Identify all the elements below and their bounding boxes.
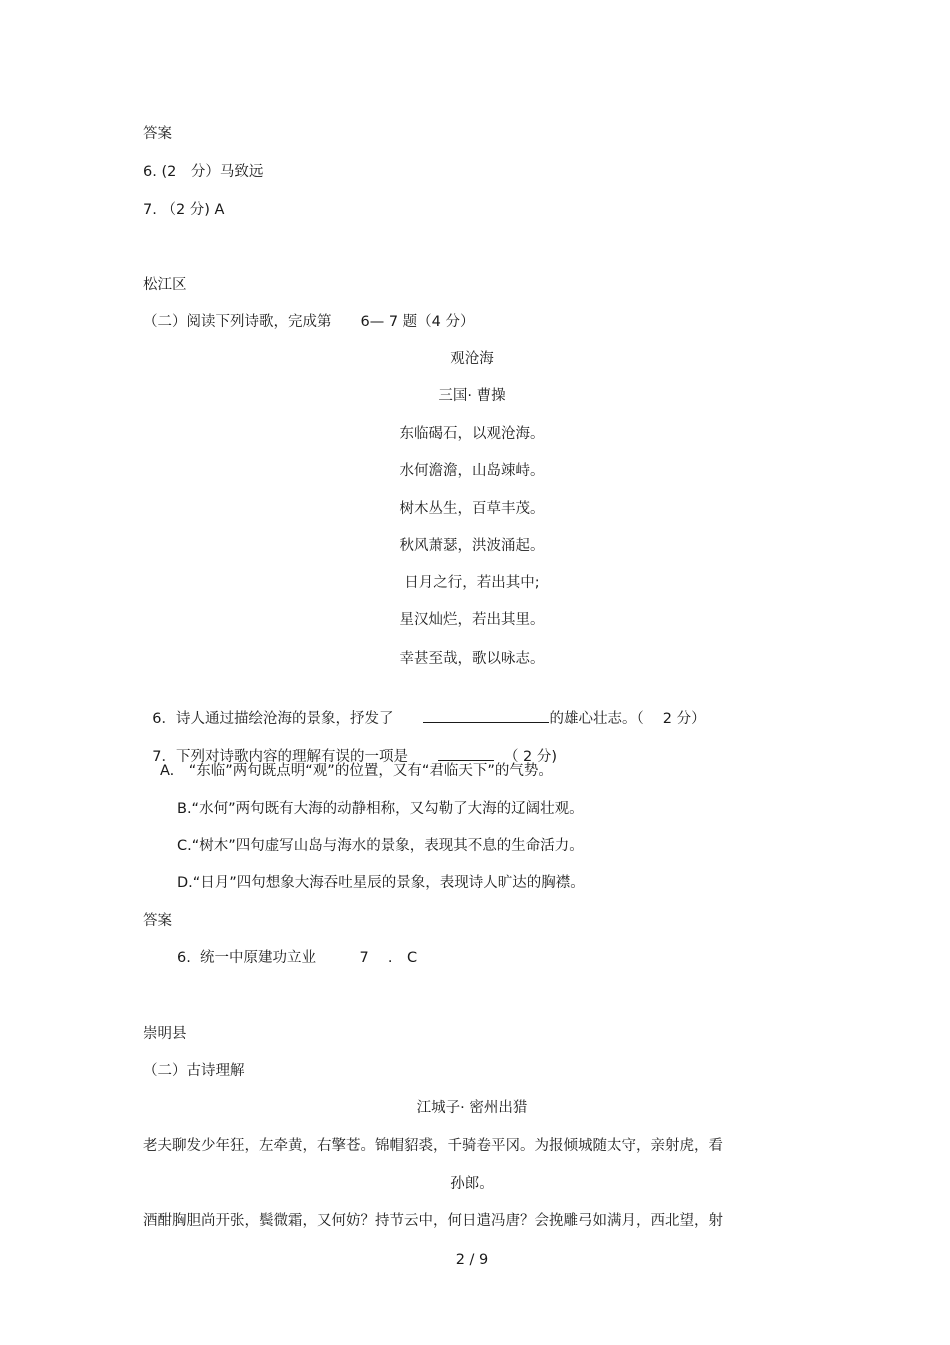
question-7-prefix: 7．下列对诗歌内容的理解有误的一项是 [152, 749, 408, 765]
answer-blank [438, 744, 494, 761]
answer-blank [423, 706, 549, 723]
poem-line: 日月之行，若出其中; [404, 575, 540, 591]
answer-6: 6. (2 分）马致远 [143, 164, 264, 180]
poem-line: 树木丛生，百草丰茂。 [399, 501, 545, 517]
poem-text-line: 酒酣胸胆尚开张，鬓微霜，又何妨？持节云中，何日遣冯唐？会挽雕弓如满月，西北望，射 [143, 1213, 723, 1229]
poem-title: 观沧海 [450, 351, 494, 367]
page-number: 2 / 9 [455, 1252, 489, 1268]
question-instruction: （二）阅读下列诗歌，完成第 6— 7 题（4 分） [143, 314, 475, 330]
poem-title: 江城子· 密州出猎 [416, 1100, 528, 1116]
answer-heading: 答案 [143, 126, 172, 142]
poem-text-line: 孙郎。 [450, 1176, 494, 1192]
question-7-suffix: （ 2 分) [503, 749, 558, 765]
option-a: A. “东临”两句既点明“观”的位置，又有“君临天下”的气势。 [160, 763, 553, 779]
poem-author: 三国· 曹操 [438, 388, 506, 404]
option-d: D.“日月”四句想象大海吞吐星辰的景象，表现诗人旷达的胸襟。 [177, 875, 585, 891]
option-c: C.“树木”四句虚写山岛与海水的景象，表现其不息的生命活力。 [177, 838, 584, 854]
question-6-suffix: 的雄心壮志。（ 2 分） [549, 711, 706, 727]
answer-7: 7. （2 分) A [143, 202, 225, 218]
poem-line: 水何澹澹，山岛竦峙。 [399, 463, 545, 479]
question-6 [143, 686, 706, 729]
district-heading: 松江区 [143, 277, 187, 293]
answer-heading: 答案 [143, 913, 172, 929]
poem-text-line: 老夫聊发少年狂，左牵黄，右擎苍。锦帽貂裘，千骑卷平冈。为报倾城随太守，亲射虎，看 [143, 1138, 723, 1154]
poem-line: 星汉灿烂，若出其里。 [399, 612, 545, 628]
option-b: B.“水何”两句既有大海的动静相称，又勾勒了大海的辽阔壮观。 [177, 801, 584, 817]
answer-line: 6. 统一中原建功立业 7 . C [177, 950, 418, 966]
question-6-prefix: 6．诗人通过描绘沧海的景象，抒发了 [152, 711, 394, 727]
district-heading: 崇明县 [143, 1026, 187, 1042]
question-instruction: （二）古诗理解 [143, 1063, 245, 1079]
poem-line: 幸甚至哉，歌以咏志。 [399, 651, 545, 667]
poem-line: 秋风萧瑟，洪波涌起。 [399, 538, 545, 554]
poem-line: 东临碣石，以观沧海。 [399, 426, 545, 442]
